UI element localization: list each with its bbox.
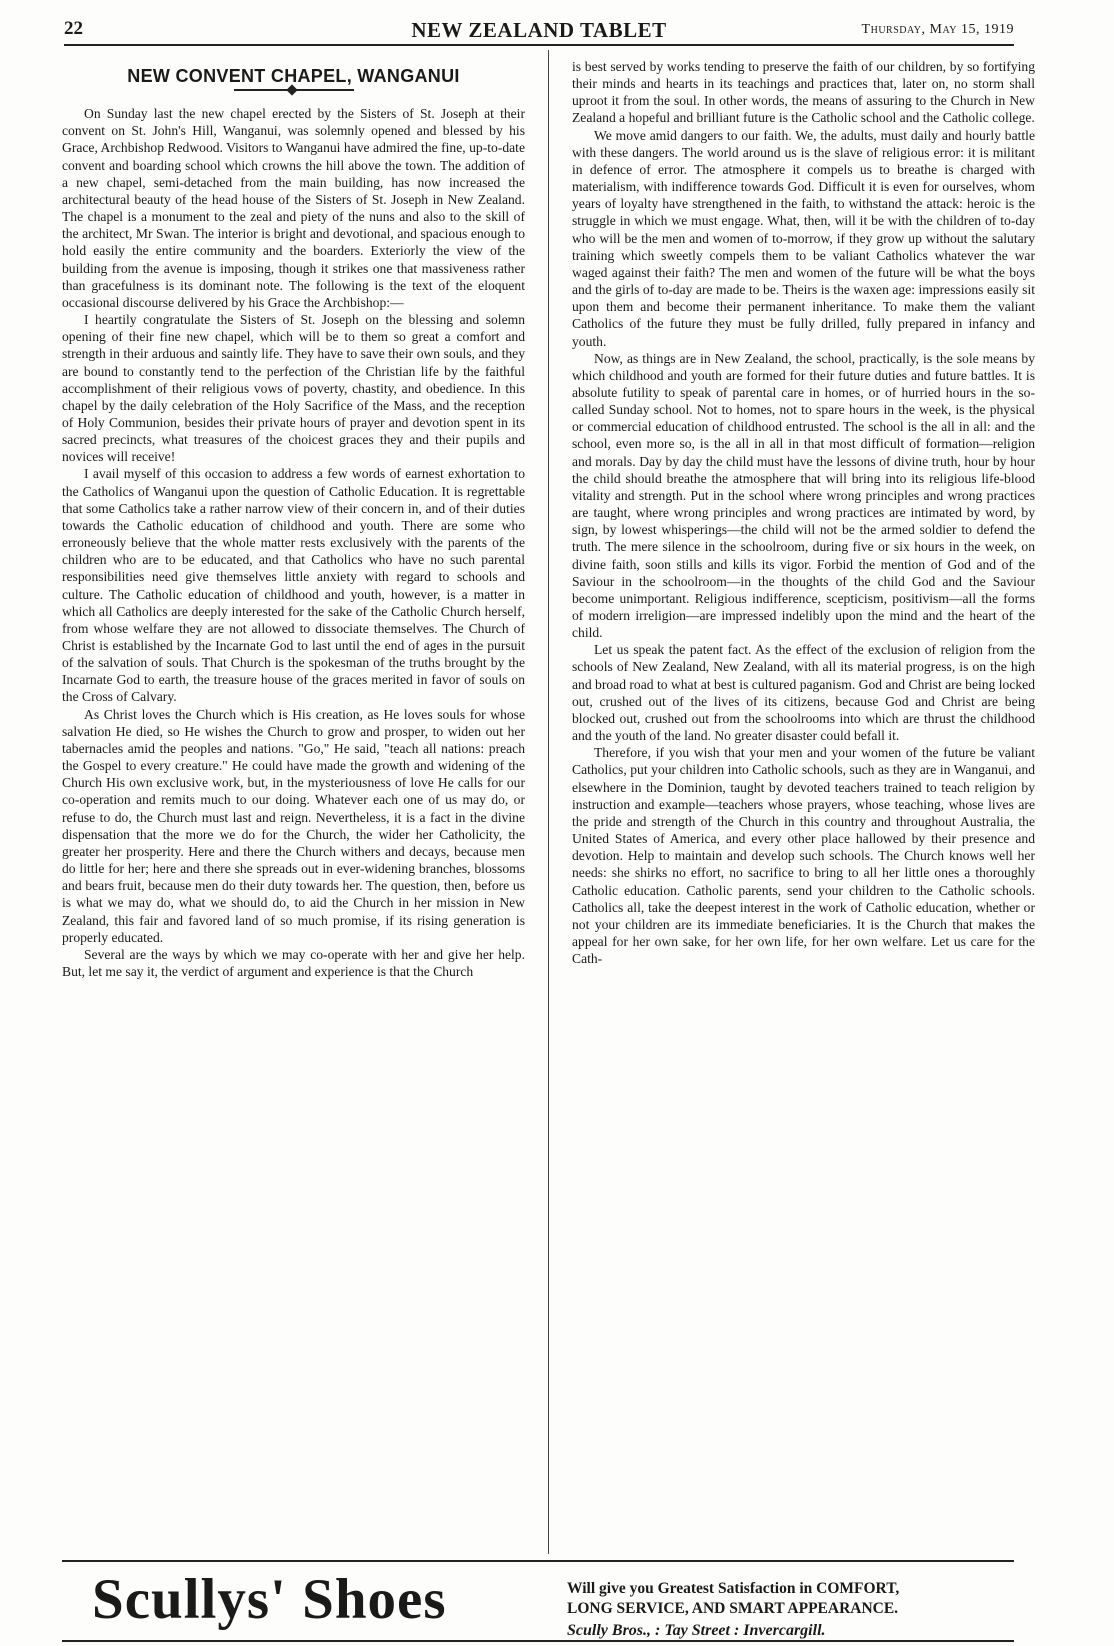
paragraph: Let us speak the patent fact. As the effect of the exclusion of religion from the schools of New Zealand, New Zealand, with all its material progress, is on the high and broad road to what at best is cultured paganism. God and Christ are being locked out, crushed out of the lives of its citizens, because God and Christ are being blocked out, crushed out from the schoolrooms into which are thrust the childhood and the youth of the land. No greater disaster could befall it. <box>572 642 1035 744</box>
paragraph: As Christ loves the Church which is His creation, as He loves souls for whose salvation He died, so He wishes the Church to grow and prosper, to widen out her tabernacles amid the peoples and nations. "Go," He said, "teach all nations: preach the Gospel to every creature." He could have made the growth and widening of the Church His own exclusive work, but, in the mysteriousness of love He calls for our co-operation and remits much to our doing. Whatever each one of us may do, or refuse to do, the Church must last and reign. Nevertheless, it is a fact in the divine dispensation that the more we do for the Church, the wider her Catholicity, the greater her prosperity. Here and there the Church withers and decays, because men do little for her; here and there she spreads out in ever-widening branches, blossoms and bears fruit, because men do their duty towards her. The question, then, before us is what we may do, what we should do, to aid the Church in her mission in New Zealand, this fair and favored land of so much promise, if its rising generation is properly educated. <box>62 706 525 945</box>
advertisement-top-rule <box>62 1560 1014 1562</box>
paragraph: Therefore, if you wish that your men and your women of the future be valiant Catholics, put your children into Catholic schools, such as they are in Wanganui, and elsewhere in the Dominion, taught by devoted teachers trained to teach religion by instruction and example—teachers whose prayers, whose teaching, whose lives are the pride and strength of the Church in this country and throughout Australia, the United States of America, and every other place hallowed by their presence and devotion. Help to maintain and develop such schools. The Church knows well her needs: she shirks no effort, no sacrifice to bring to all her little ones a thoroughly Catholic education. Catholic parents, send your children to the Catholic schools. Catholics all, take the deepest interest in the work of Catholic education, whether or not your children are its immediate beneficiaries. It is the Church that makes the appeal for her own sake, for her own life, for her own welfare. Let us care for the Cath- <box>572 745 1035 967</box>
advertisement-footer: Scully Bros., : Tay Street : Invercargill. <box>567 1622 826 1639</box>
paragraph: Several are the ways by which we may co-operate with her and give her help. But, let me say it, the verdict of argument and experience is that the Church <box>62 946 525 979</box>
page-header <box>64 18 1014 46</box>
paragraph: I heartily congratulate the Sisters of St. Joseph on the blessing and solemn opening of their fine new chapel, which will be to them so great a comfort and strength in their arduous and saintly life. They have to save their own souls, and they are bound to constantly tend to the perfection of the Christian life by the faithful accomplishment of their religious vows of poverty, chastity, and obedience. In this chapel by the daily celebration of the Holy Sacrifice of the Mass, and the reception of Holy Communion, besides their private hours of prayer and devotion spent in its sacred precincts, what treasures of the choicest graces they and their pupils and novices will receive! <box>62 312 525 465</box>
advertisement-line-2: LONG SERVICE, AND SMART APPEARANCE. <box>567 1600 899 1617</box>
article-column-right <box>572 58 1035 1553</box>
advertisement-bottom-rule <box>62 1640 1014 1642</box>
publication-title: NEW ZEALAND TABLET <box>411 18 667 42</box>
paragraph: On Sunday last the new chapel erected by the Sisters of St. Joseph at their convent on St. John's Hill, Wanganui, was solemnly opened and blessed by his Grace, Archbishop Redwood. Visitors to Wanganui have admired the fine, up-to-date convent and boarding school which crowns the hill above the town. The addition of a new chapel, semi-detached from the main building, has now increased the architectural beauty of the head house of the Sisters of St. Joseph in New Zealand. The chapel is a monument to the zeal and piety of the nuns and also to the skill of the architect, Mr Swan. The interior is bright and devotional, and spacious enough to hold easily the entire community and the boarders. Exteriorly the view of the building from the avenue is imposing, though it strikes one that massiveness rather than gracefulness is its dominant note. The following is the text of the eloquent occasional discourse delivered by his Grace the Archbishop:— <box>62 106 525 310</box>
column-divider <box>548 50 549 1554</box>
article-column-left <box>62 58 525 1553</box>
article-title: NEW CONVENT CHAPEL, WANGANUI <box>127 66 460 86</box>
advertisement-text <box>567 1579 1017 1641</box>
paragraph: We move amid dangers to our faith. We, the adults, must daily and hourly battle with these dangers. The world around us is the slave of religious error: it is militant in defence of error. The atmosphere it compels us to breathe is charged with materialism, with indifference towards God. Difficult it is even for ourselves, whom years of loyalty have strengthened in the faith, to withstand the attack: heroic is the struggle in which we must engage. What, then, will it be with the children of to-day who will be the men and women of to-morrow, if they grow up without the salutary training which sweetly compels them to be valiant Catholics whatever the war waged against their faith? The men and women of the future will be what the boys and the girls of to-day are made to be. Theirs is the waxen age: impressions easily sit upon them and become their permanent inheritance. To make them the valiant Catholics of the future they must be fully drilled, fully prepared in infancy and youth. <box>572 127 1035 349</box>
issue-date: Thursday, May 15, 1919 <box>861 22 1014 37</box>
title-ornament <box>234 89 354 91</box>
advertisement-brand: Scullys' Shoes <box>92 1568 447 1631</box>
paragraph: is best served by works tending to preserve the faith of our children, by so fortifying their minds and hearts in its teachings and practices that, later on, no storm shall uproot it from the soul. In other words, the means of assuring to the Church in New Zealand a hopeful and brilliant future is the Catholic school and the Catholic college. <box>572 59 1035 126</box>
paragraph: I avail myself of this occasion to address a few words of earnest exhortation to the Catholics of Wanganui upon the question of Catholic Education. It is regrettable that some Catholics take a rather narrow view of their concern in, and of their duties towards the Catholic education of childhood and youth. There are some who erroneously believe that the whole matter rests exclusively with the parents of the children who are to be educated, and that Catholics who have no such parental responsibilities need give themselves little anxiety with regard to schools and culture. The Catholic education of childhood and youth, however, is a matter in which all Catholics are deeply interested for the sake of the Catholic Church herself, from whose welfare they are not allowed to dissociate themselves. The Church of Christ is established by the Incarnate God to last until the end of ages in the pursuit of the salvation of souls. That Church is the spokesman of the truths brought by the Incarnate God to earth, the treasure house of the graces merited in favor of souls on the Cross of Calvary. <box>62 466 525 705</box>
paragraph: Now, as things are in New Zealand, the school, practically, is the sole means by which childhood and youth are formed for their future duties and future battles. It is absolute futility to speak of parental care in homes, or of hurried hours in the so-called Sunday school. Not to homes, not to spare hours in the week, is the physical or commercial education of childhood entrusted. The school is the all in all: and the school, even more so, is the all in all in that most difficult of formation—religion and morals. Day by day the child must have the lessons of divine truth, hour by hour the child should breathe the atmosphere that will bring into its religious life-blood vitality and strength. Put in the school where wrong principles and wrong practices are taught, where wrong principles and wrong practices are intimated by word, by sign, by lowest whisperings—the child will not be the armed soldier to defend the truth. The mere silence in the schoolroom, during five or six hours in the week, on divine faith, soon stills and kills its vigor. Forbid the mention of God and of the Saviour in the schoolroom—in the thoughts of the child God and the Saviour become unimportant. Religious indifference, scepticism, positivism—all the forms of modern irreligion—are impressed indelibly upon the mind and the heart of the child. <box>572 350 1035 641</box>
advertisement-line-1: Will give you Greatest Satisfaction in COMFORT, <box>567 1580 900 1597</box>
page-number: 22 <box>64 18 83 39</box>
